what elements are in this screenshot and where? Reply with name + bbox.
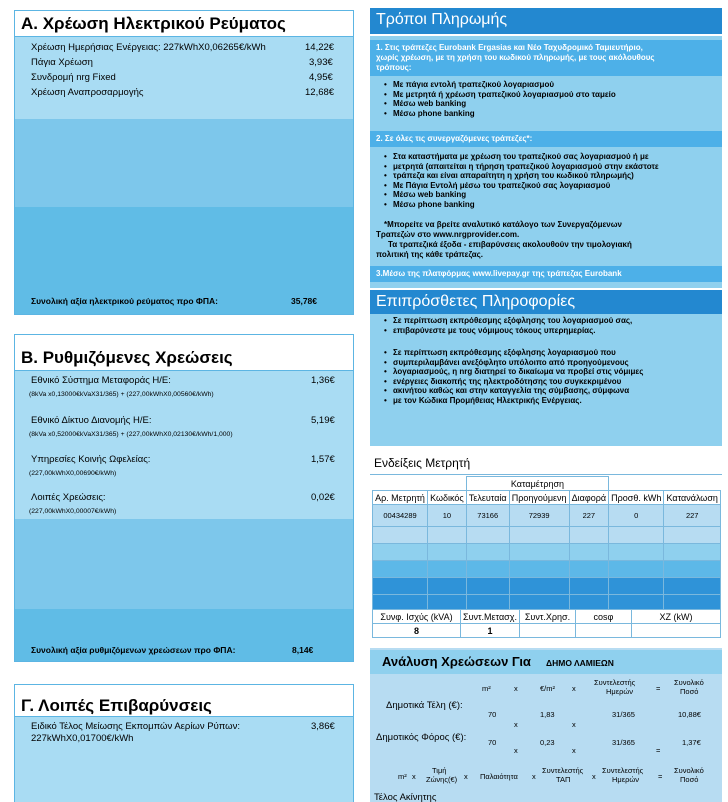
b-row-label: Εθνικό Σύστημα Μεταφοράς Η/Ε: <box>31 375 171 386</box>
table-row-empty <box>373 544 721 561</box>
section-a-panel <box>14 10 354 315</box>
municipal-h-coef: Συντελεστής <box>594 678 636 687</box>
b-row-detail: (227,00kWhX0,00007€/kWh) <box>29 508 117 515</box>
table-row-empty <box>373 561 721 578</box>
a-row-value: 12,68€ <box>305 87 335 98</box>
municipal-h2-zone: Τιμή <box>432 766 447 775</box>
meter-group-header: Καταμέτρηση <box>466 477 608 491</box>
b-row-value: 1,36€ <box>311 375 335 386</box>
municipal-h2-tap: Συντελεστής <box>542 766 584 775</box>
municipal-r2-cell: 31/365 <box>612 738 635 747</box>
meter-title-line <box>370 474 722 475</box>
payment-p2: 2. Σε όλες τις συνεργαζόμενες τράπεζες*: <box>376 134 533 143</box>
a-row-value: 3,93€ <box>309 57 333 68</box>
municipal-x: x <box>514 746 518 755</box>
municipal-title: Ανάλυση Χρεώσεων Για <box>382 654 531 669</box>
municipal-h-x: x <box>572 684 576 693</box>
meter-cell: 10 <box>428 505 467 527</box>
list-item: • Σε περίπτωση εκπρόθεσμης εξόφλησης του λογαριασμού σας, <box>384 316 632 326</box>
meter-footer-header: Συντ.Μετασχ. <box>461 610 520 624</box>
b-row-value: 5,19€ <box>311 415 335 426</box>
additional-list-2 <box>384 348 643 405</box>
a-total-label: Συνολική αξία ηλεκτρικού ρεύματος προ ΦΠΑ: <box>31 296 218 306</box>
section-a-title: Α. Χρέωση Ηλεκτρικού Ρεύματος <box>15 11 353 37</box>
c-row-value: 3,86€ <box>311 721 335 732</box>
table-row-empty <box>373 578 721 595</box>
municipal-h-x: x <box>514 684 518 693</box>
municipal-h2-total: Ποσό <box>680 775 699 784</box>
b-row-detail: (227,00kWhX0,00690€/kWh) <box>29 470 117 477</box>
b-row-label: Λοιπές Χρεώσεις: <box>31 492 106 503</box>
b-row-label: Εθνικό Δίκτυο Διανομής Η/Ε: <box>31 415 152 426</box>
municipal-r2-cell: 0,23 <box>540 738 555 747</box>
c-row-label-detail: 227kWhX0,01700€/kWh <box>31 733 134 744</box>
municipal-h2-x: x <box>592 772 596 781</box>
payment-note: Τραπεζών στο www.nrgprovider.com. <box>376 230 520 239</box>
municipal-x: x <box>514 720 518 729</box>
additional-title: Επιπρόσθετες Πληροφορίες <box>370 290 722 314</box>
payment-p1-line: 1. Στις τράπεζες Eurobank Ergasias και Νέο Ταχυδρομικό Ταμιευτήριο, <box>376 43 643 52</box>
list-item: • Μέσω phone banking <box>384 200 659 210</box>
municipal-r2-cell: 70 <box>488 738 497 747</box>
meter-footer-header: ΧΖ (kW) <box>631 610 720 624</box>
list-item-cont: • με τον Κώδικα Προμήθειας Ηλεκτρικής Ενέργειας. <box>384 396 643 406</box>
municipal-h2-coef: Συντελεστής <box>602 766 644 775</box>
a-row-label: Πάγια Χρέωση <box>31 57 93 68</box>
municipal-r1-cell: 70 <box>488 710 497 719</box>
payment-note: *Μπορείτε να βρείτε αναλυτικό κατάλογο των Συνεργαζόμενων <box>384 220 622 229</box>
list-item-cont: • επιβαρύνεστε με τους νόμιμους τόκους υπερημερίας. <box>384 326 632 336</box>
meter-col-header: Προσθ. kWh <box>609 491 664 505</box>
payment-p1-list <box>384 80 616 118</box>
list-item-cont: • μετρητά (απαιτείται η τήρηση τραπεζικού λογαριασμού στην εκάστοτε <box>384 162 659 172</box>
meter-table <box>372 476 721 612</box>
a-row-value: 4,95€ <box>309 72 333 83</box>
table-row <box>373 505 721 527</box>
municipal-h2-x: x <box>532 772 536 781</box>
meter-cell: 0 <box>609 505 664 527</box>
meter-col-header: Προηγούμενη <box>509 491 569 505</box>
list-item: • Με πάγια εντολή τραπεζικού λογαριασμού <box>384 80 616 90</box>
municipal-h-m2: m² <box>482 684 491 693</box>
municipal-eq: = <box>656 746 661 755</box>
payment-p1-line: χωρίς χρέωση, με τη χρήση του κωδικού πληρωμής, με τους ακόλουθους <box>376 53 655 62</box>
municipal-r3-label: Τέλος Ακίνητης <box>374 792 437 802</box>
b-total-label: Συνολική αξία ρυθμιζόμενων χρεώσεων προ ΦΠΑ: <box>31 645 236 655</box>
municipal-h-total: Συνολικό <box>674 678 704 687</box>
municipal-h-total: Ποσό <box>680 687 699 696</box>
municipal-r1-cell: 1,83 <box>540 710 555 719</box>
list-item: • Με μετρητά ή χρέωση τραπεζικού λογαριασμού στο ταμείο <box>384 90 616 100</box>
municipal-r2-cell: 1,37€ <box>682 738 701 747</box>
meter-footer-table <box>372 609 721 638</box>
b-row-detail: (8kVa x0,52000€kVaX31/365) + (227,00kWhX0,02130€/kWh/1,000) <box>29 431 233 438</box>
municipal-r1-cell: 31/365 <box>612 710 635 719</box>
municipal-h-eq: = <box>656 684 661 693</box>
list-item: • Μέσω phone banking <box>384 109 616 119</box>
municipal-r1-cell: 10,88€ <box>678 710 701 719</box>
b-row-label: Υπηρεσίες Κοινής Ωφελείας: <box>31 454 151 465</box>
meter-col-header: Διαφορά <box>569 491 608 505</box>
payment-note: Τα τραπεζικά έξοδα - επιβαρύνσεις ακολουθούν την τιμολογιακή <box>388 240 632 249</box>
meter-title: Ενδείξεις Μετρητή <box>374 456 471 470</box>
table-row-empty <box>373 527 721 544</box>
section-a-mid-band <box>15 119 354 207</box>
a-row-label: Χρέωση Ημερήσιας Ενέργειας: 227kWhX0,06265€/kWh <box>31 42 266 53</box>
payment-title: Τρόποι Πληρωμής <box>370 8 722 34</box>
list-item-cont: • τράπεζα και είναι απαραίτητη η χρήση του κωδικού πληρωμής) <box>384 171 659 181</box>
section-c-title: Γ. Λοιπές Επιβαρύνσεις <box>15 685 353 717</box>
list-item: • Με Πάγια Εντολή μέσω του τραπεζικού σας λογαριασμού <box>384 181 659 191</box>
b-row-value: 0,02€ <box>311 492 335 503</box>
meter-col-header: Κατανάλωση <box>664 491 721 505</box>
section-b-mid-band <box>15 519 354 609</box>
meter-footer-value: 8 <box>373 624 461 638</box>
municipal-h2-x: x <box>464 772 468 781</box>
a-row-label: Χρέωση Αναπροσαρμογής <box>31 87 144 98</box>
meter-footer-header: Συντ.Χρησ. <box>519 610 575 624</box>
a-row-value: 14,22€ <box>305 42 335 53</box>
payment-p3: 3.Μέσω της πλατφόρμας www.livepay.gr της τράπεζας Eurobank <box>376 269 622 278</box>
meter-footer-header: Συνφ. Ισχύς (kVA) <box>373 610 461 624</box>
municipal-h2-coef: Ημερών <box>612 775 639 784</box>
municipal-h-coef: Ημερών <box>606 687 633 696</box>
municipal-h-eur-m2: €/m² <box>540 684 555 693</box>
additional-list-1 <box>384 316 632 335</box>
a-total-value: 35,78€ <box>291 296 317 306</box>
list-item: • Σε περίπτωση εκπρόθεσμης εξόφλησης λογαριασμού που <box>384 348 643 358</box>
a-row-label: Συνδρομή nrg Fixed <box>31 72 116 83</box>
municipal-h2-total: Συνολικό <box>674 766 704 775</box>
meter-col-header: Κωδικός <box>428 491 467 505</box>
municipal-h2-zone: Ζώνης(€) <box>426 775 458 784</box>
municipal-r1-label: Δημοτικά Τέλη (€): <box>386 700 463 711</box>
municipal-r2-label: Δημοτικός Φόρος (€): <box>376 732 467 743</box>
list-item: • Μέσω web banking <box>384 99 616 109</box>
list-item: • Στα καταστήματα με χρέωση του τραπεζικού σας λογαριασμού ή με <box>384 152 659 162</box>
section-b-title: Β. Ρυθμιζόμενες Χρεώσεις <box>15 335 353 371</box>
list-item-cont: • ενέργειες διακοπής της ηλεκτροδότησης του συγκεκριμένου <box>384 377 643 387</box>
meter-cell: 72939 <box>509 505 569 527</box>
list-item-cont: • συμπεριλαμβάνει ανεξόφλητο υπόλοιπο από προηγούμενους <box>384 358 643 368</box>
municipal-h2-m2: m² <box>398 772 407 781</box>
section-c-panel <box>14 684 354 802</box>
c-row-label: Ειδικό Τέλος Μείωσης Εκπομπών Αερίων Ρύπων: <box>31 721 240 732</box>
payment-p2-list <box>384 152 659 209</box>
meter-cell: 227 <box>569 505 608 527</box>
list-item-cont: • ακινήτου καθώς και στην καταγγελία της σύμβασης, σύμφωνα <box>384 386 643 396</box>
b-row-detail: (8kVa x0,13000€kVaX31/365) + (227,00kWhX0,00560€/kWh) <box>29 391 214 398</box>
municipal-x: x <box>572 720 576 729</box>
meter-col-header: Τελευταία <box>466 491 509 505</box>
meter-footer-header: cosφ <box>575 610 631 624</box>
b-total-value: 8,14€ <box>292 645 314 655</box>
meter-cell: 227 <box>664 505 721 527</box>
section-b-panel <box>14 334 354 662</box>
municipal-x: x <box>572 746 576 755</box>
meter-col-header: Αρ. Μετρητή <box>373 491 428 505</box>
municipal-h2-eq: = <box>658 772 663 781</box>
municipal-h2-tap: ΤΑΠ <box>556 775 571 784</box>
payment-note: πολιτική της κάθε τράπεζας. <box>376 250 484 259</box>
meter-footer-value: 1 <box>461 624 520 638</box>
list-item-cont: • λογαριασμούς, η nrg διατηρεί το δικαίωμα να προβεί στις νόμιμες <box>384 367 643 377</box>
municipal-h2-age: Παλαιότητα <box>480 772 518 781</box>
municipal-h2-x: x <box>412 772 416 781</box>
b-row-value: 1,57€ <box>311 454 335 465</box>
municipal-subtitle: ΔΗΜΟ ΛΑΜΙΕΩΝ <box>546 658 614 668</box>
meter-cell: 00434289 <box>373 505 428 527</box>
payment-p1-line: τρόπους: <box>376 63 412 72</box>
meter-cell: 73166 <box>466 505 509 527</box>
list-item: • Μέσω web banking <box>384 190 659 200</box>
